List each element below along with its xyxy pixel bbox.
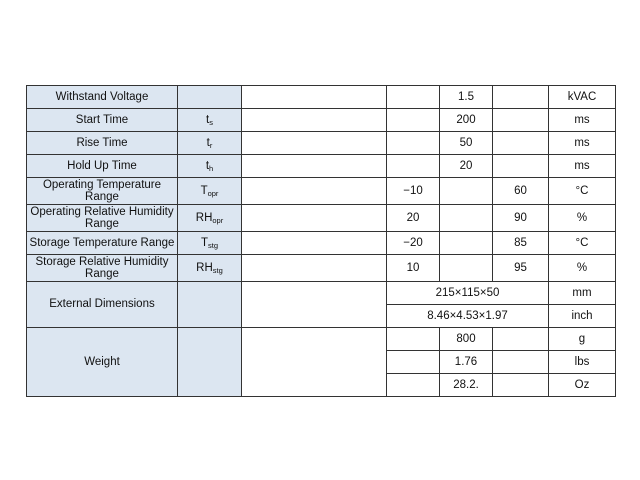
table-row [27, 232, 616, 255]
unit-value: g [549, 328, 616, 351]
min-value: 20 [387, 205, 440, 232]
typ-value: 28.2. [440, 374, 493, 397]
typ-value: 20 [440, 155, 493, 178]
max-value [493, 328, 549, 351]
param-symbol: $RH_{opr}$ [178, 205, 242, 232]
condition-cell [242, 178, 387, 205]
min-value: −20 [387, 232, 440, 255]
param-name: Storage Relative Humidity Range [27, 255, 178, 282]
typ-value [440, 232, 493, 255]
max-value: 60 [493, 178, 549, 205]
unit-value: ms [549, 109, 616, 132]
table-row [27, 282, 616, 305]
unit-value: Oz [549, 374, 616, 397]
param-name: Storage Temperature Range [27, 232, 178, 255]
table-row [27, 86, 616, 109]
param-symbol: $T_{opr}$ [178, 178, 242, 205]
typ-value: 1.5 [440, 86, 493, 109]
typ-value: 50 [440, 132, 493, 155]
typ-value: 1.76 [440, 351, 493, 374]
dimension-value: 8.46×4.53×1.97 [387, 305, 549, 328]
dimension-value: 215×115×50 [387, 282, 549, 305]
param-symbol: $t_r$ [178, 132, 242, 155]
condition-cell [242, 86, 387, 109]
param-symbol [178, 282, 242, 328]
max-value [493, 351, 549, 374]
param-symbol [178, 328, 242, 397]
table-row [27, 255, 616, 282]
param-name: Operating Temperature Range [27, 178, 178, 205]
min-value [387, 328, 440, 351]
max-value [493, 109, 549, 132]
param-name: External Dimensions [27, 282, 178, 328]
condition-cell [242, 155, 387, 178]
typ-value [440, 205, 493, 232]
min-value: −10 [387, 178, 440, 205]
typ-value: 800 [440, 328, 493, 351]
param-name: Weight [27, 328, 178, 397]
param-name: Withstand Voltage [27, 86, 178, 109]
param-symbol: $T_{stg}$ [178, 232, 242, 255]
max-value: 90 [493, 205, 549, 232]
typ-value [440, 255, 493, 282]
typ-value [440, 178, 493, 205]
unit-value: ms [549, 155, 616, 178]
condition-cell [242, 132, 387, 155]
table-row [27, 132, 616, 155]
unit-value: % [549, 205, 616, 232]
condition-cell [242, 255, 387, 282]
condition-cell [242, 109, 387, 132]
max-value: 95 [493, 255, 549, 282]
min-value [387, 155, 440, 178]
table-row [27, 109, 616, 132]
table-row [27, 178, 616, 205]
param-name: Hold Up Time [27, 155, 178, 178]
max-value [493, 86, 549, 109]
param-name: Rise Time [27, 132, 178, 155]
condition-cell [242, 205, 387, 232]
unit-value: % [549, 255, 616, 282]
min-value [387, 132, 440, 155]
min-value [387, 374, 440, 397]
spec-table [26, 85, 616, 397]
param-symbol: $t_h$ [178, 155, 242, 178]
table-row [27, 205, 616, 232]
table-row [27, 155, 616, 178]
param-symbol: $t_s$ [178, 109, 242, 132]
condition-cell [242, 328, 387, 397]
max-value [493, 374, 549, 397]
min-value: 10 [387, 255, 440, 282]
unit-value: kVAC [549, 86, 616, 109]
unit-value: °C [549, 232, 616, 255]
min-value [387, 109, 440, 132]
min-value [387, 86, 440, 109]
max-value [493, 155, 549, 178]
unit-value: lbs [549, 351, 616, 374]
min-value [387, 351, 440, 374]
typ-value: 200 [440, 109, 493, 132]
param-name: Start Time [27, 109, 178, 132]
param-symbol [178, 86, 242, 109]
table-row [27, 328, 616, 351]
unit-value: inch [549, 305, 616, 328]
param-symbol: $RH_{stg}$ [178, 255, 242, 282]
max-value: 85 [493, 232, 549, 255]
max-value [493, 132, 549, 155]
condition-cell [242, 232, 387, 255]
param-name: Operating Relative Humidity Range [27, 205, 178, 232]
unit-value: ms [549, 132, 616, 155]
unit-value: mm [549, 282, 616, 305]
condition-cell [242, 282, 387, 328]
unit-value: °C [549, 178, 616, 205]
